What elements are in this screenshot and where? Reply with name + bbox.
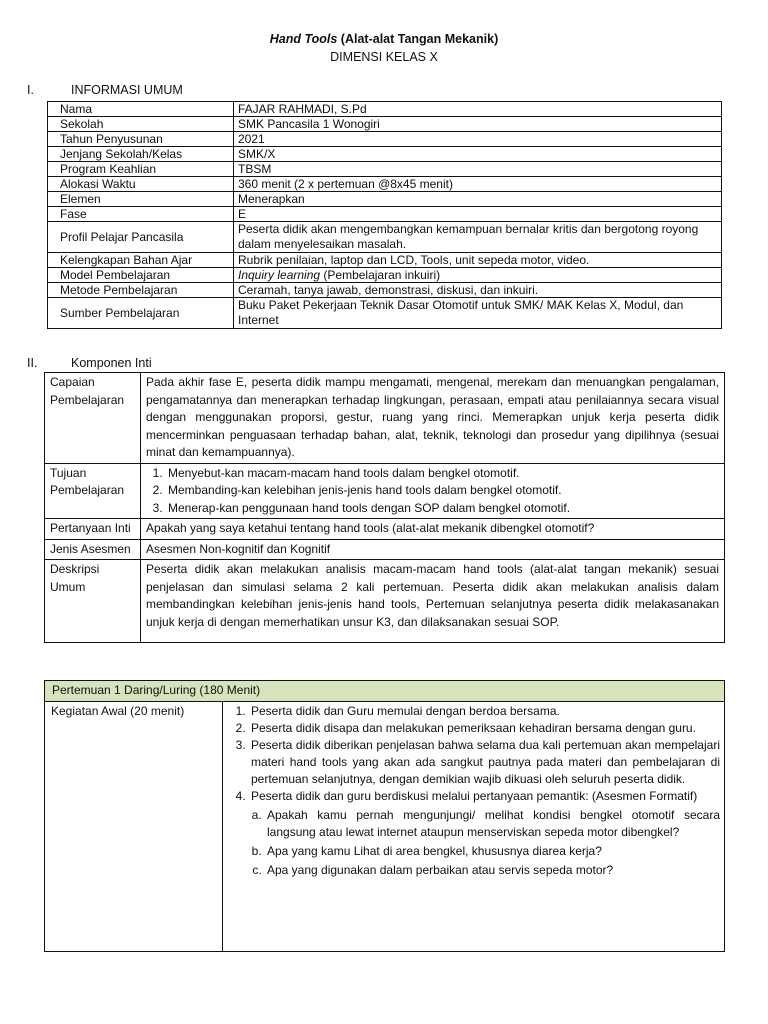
row-label: Alokasi Waktu	[48, 177, 234, 192]
row-label: Metode Pembelajaran	[48, 283, 234, 298]
row-label: Profil Pelajar Pancasila	[48, 222, 234, 253]
row-label: Pertanyaan Inti	[45, 519, 141, 540]
table-row	[48, 192, 722, 207]
row-label: Jenjang Sekolah/Kelas	[48, 147, 234, 162]
pertemuan-header: Pertemuan 1 Daring/Luring (180 Menit)	[45, 681, 725, 702]
row-label: Tujuan Pembelajaran	[45, 463, 141, 519]
row-label: Fase	[48, 207, 234, 222]
row-value: Ceramah, tanya jawab, demonstrasi, diskusi, dan inkuiri.	[234, 283, 722, 298]
capaian-text: Pada akhir fase E, peserta didik mampu mengamati, mengenal, merekam dan menuangkan pengalaman, pengamatannya dan menerapkan terhadap lingkungan, perasaan, empati atau penilaiannya secara visual dengan menggunakan proporsi, gestur, ruang yang rinci. Memerapkan unjuk kerja peserta didik mencerminkan penguasaan terhadap bahan, alat, teknik, teknologi dan prosedur yang dipilihnya (sesuai minat dan kemampuannya).	[141, 373, 725, 464]
list-item: b. Apa yang kamu Lihat di area bengkel, khususnya diarea kerja?	[265, 843, 720, 860]
section-title: Komponen Inti	[71, 356, 152, 370]
table-row	[48, 162, 722, 177]
row-value: Menerapkan	[234, 192, 722, 207]
deskripsi-text: Peserta didik akan melakukan analisis macam-macam hand tools (alat-alat tangan mekanik) sesuai penjelasan dan simulasi selama 2 kali pertemuan. Peserta didik akan melakukan analisis dalam membandingkan kelebihan jenis-jenis hand tools, Pertemuan selanjutnya peserta didik melakasanakan unjuk kerja di dengan memerhatikan unsur K3, dan dilaksanakan sesuai SOP.	[141, 560, 725, 643]
list-item: c. Apa yang digunakan dalam perbaikan atau servis sepeda motor?	[265, 862, 720, 879]
section-title: INFORMASI UMUM	[71, 83, 183, 97]
table-row	[48, 298, 722, 329]
kegiatan-steps-list	[229, 703, 720, 879]
row-label: Sekolah	[48, 117, 234, 132]
table-row	[48, 132, 722, 147]
row-label: Sumber Pembelajaran	[48, 298, 234, 329]
row-value: FAJAR RAHMADI, S.Pd	[234, 102, 722, 117]
table-row	[45, 560, 725, 643]
row-label: Tahun Penyusunan	[48, 132, 234, 147]
row-label: Capaian Pembelajaran	[45, 373, 141, 464]
komponen-inti-table	[44, 372, 725, 643]
list-item: 3. Peserta didik diberikan penjelasan bahwa selama dua kali pertemuan akan mempelajari materi hand tools yang akan ada sangkut pautnya pada materi dan pembelajaran di pertemuan selanjutnya, dengan demikian wajib dikuasi oleh seluruh peserta didik.	[249, 737, 720, 788]
pemantik-questions-list	[251, 807, 720, 879]
table-row	[48, 177, 722, 192]
table-row	[48, 283, 722, 298]
document-subtitle: DIMENSI KELAS X	[330, 50, 438, 64]
table-row	[48, 147, 722, 162]
informasi-umum-table	[47, 101, 722, 329]
row-label: Program Keahlian	[48, 162, 234, 177]
row-label: Deskripsi Umum	[45, 560, 141, 643]
table-row	[48, 222, 722, 253]
list-item: 3. Menerap-kan penggunaan hand tools dengan SOP dalam bengkel otomotif.	[166, 500, 719, 518]
kegiatan-awal-content	[223, 702, 725, 952]
asesmen-text: Asesmen Non-kognitif dan Kognitif	[141, 539, 725, 560]
row-value: E	[234, 207, 722, 222]
table-row	[48, 253, 722, 268]
row-value: SMK Pancasila 1 Wonogiri	[234, 117, 722, 132]
list-item: a. Apakah kamu pernah mengunjungi/ melihat kondisi bengkel otomotif secara langsung atau lewat internet ataupun menserviskan sepeda motor dibengkel?	[265, 807, 720, 841]
table-row	[45, 539, 725, 560]
pertanyaan-text: Apakah yang saya ketahui tentang hand tools (alat-alat mekanik dibengkel otomotif?	[141, 519, 725, 540]
row-label: Model Pembelajaran	[48, 268, 234, 283]
row-label: Kelengkapan Bahan Ajar	[48, 253, 234, 268]
table-row	[48, 117, 722, 132]
row-label: Jenis Asesmen	[45, 539, 141, 560]
row-value: Rubrik penilaian, laptop dan LCD, Tools, unit sepeda motor, video.	[234, 253, 722, 268]
list-item	[249, 788, 720, 879]
list-item: 1. Menyebut-kan macam-macam hand tools dalam bengkel otomotif.	[166, 465, 719, 483]
row-value: 2021	[234, 132, 722, 147]
list-item: 2. Peserta didik disapa dan melakukan pemeriksaan kehadiran bersama dengan guru.	[249, 720, 720, 737]
tujuan-list-cell	[141, 463, 725, 519]
table-row	[48, 268, 722, 283]
section-number: I.	[27, 83, 34, 97]
table-row	[48, 102, 722, 117]
table-row	[45, 373, 725, 464]
pertemuan-table	[44, 680, 725, 952]
title-rest-part: (Alat-alat Tangan Mekanik)	[337, 32, 499, 46]
table-row	[45, 463, 725, 519]
section-heading-informasi-umum	[27, 82, 183, 99]
list-item: 1. Peserta didik dan Guru memulai dengan berdoa bersama.	[249, 703, 720, 720]
table-row	[45, 702, 725, 952]
title-italic-part: Hand Tools	[269, 32, 338, 46]
row-value	[234, 268, 722, 283]
row-label: Nama	[48, 102, 234, 117]
table-header-row	[45, 681, 725, 702]
table-row	[48, 207, 722, 222]
row-label: Elemen	[48, 192, 234, 207]
kegiatan-awal-label: Kegiatan Awal (20 menit)	[45, 702, 223, 952]
row-value: Peserta didik akan mengembangkan kemampuan bernalar kritis dan bergotong royong dalam menyelesaikan masalah.	[234, 222, 722, 253]
section-number: II.	[27, 356, 38, 370]
row-value: 360 menit (2 x pertemuan @8x45 menit)	[234, 177, 722, 192]
document-title	[0, 31, 768, 48]
row-value: Buku Paket Pekerjaan Teknik Dasar Otomotif untuk SMK/ MAK Kelas X, Modul, dan Internet	[234, 298, 722, 329]
row-value-rest: (Pembelajaran inkuiri)	[320, 268, 441, 282]
list-item: 2. Membanding-kan kelebihan jenis-jenis hand tools dalam bengkel otomotif.	[166, 482, 719, 500]
section-heading-komponen-inti	[27, 355, 152, 372]
row-value: SMK/X	[234, 147, 722, 162]
tujuan-list	[146, 465, 719, 518]
row-value: TBSM	[234, 162, 722, 177]
row-value-italic: Inquiry learning	[238, 268, 321, 282]
table-row	[45, 519, 725, 540]
list-item-text: Peserta didik dan guru berdiskusi melalui pertanyaan pemantik: (Asesmen Formatif)	[251, 789, 698, 803]
